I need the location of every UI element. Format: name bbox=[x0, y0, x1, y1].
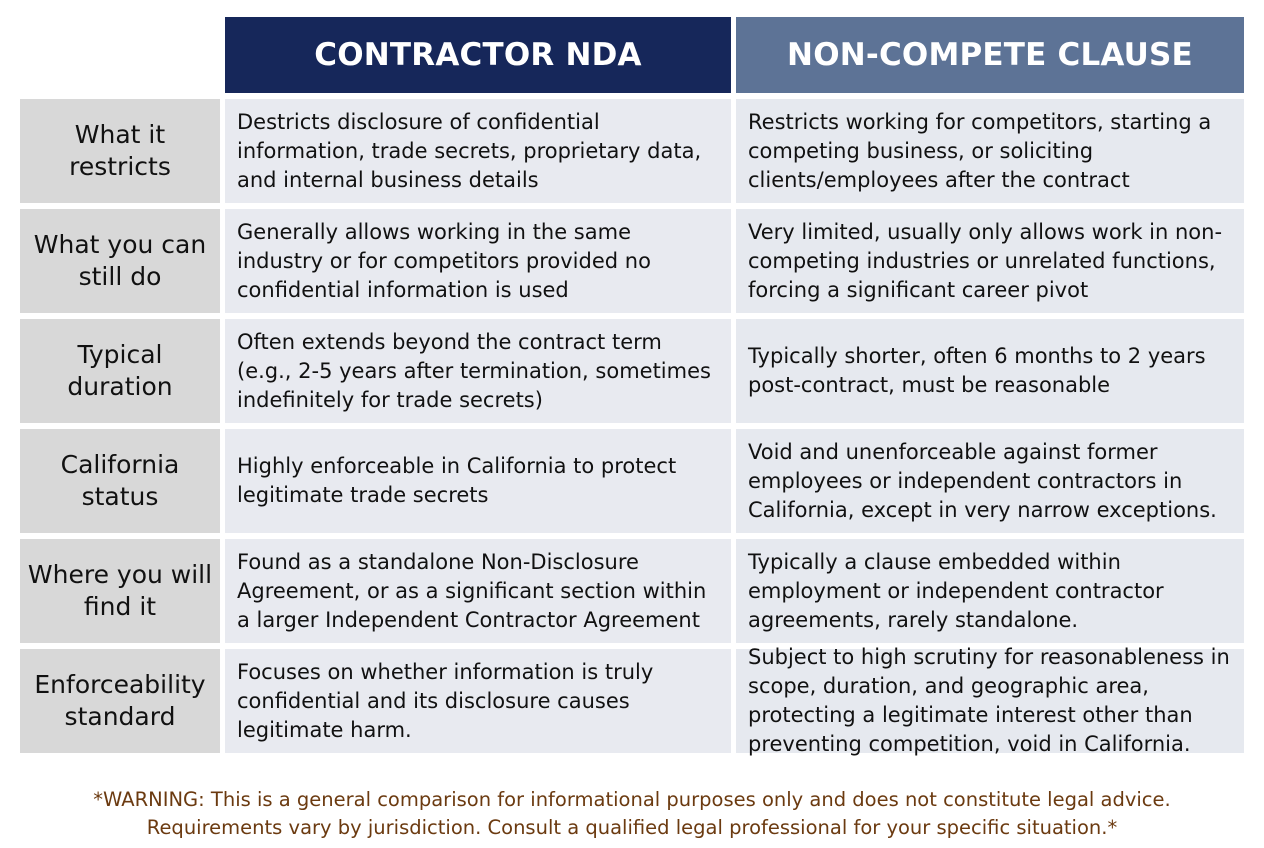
cell-nda-restricts: Destricts disclosure of confidential information, trade secrets, proprietary data, and internal business details bbox=[225, 99, 731, 203]
cell-noncompete-where-found: Typically a clause embedded within employment or independent contractor agreements, rarely standalone. bbox=[736, 539, 1244, 643]
legal-warning bbox=[0, 786, 1264, 842]
comparison-table bbox=[20, 17, 1244, 756]
row-label-can-still-do: What you can still do bbox=[20, 209, 220, 313]
cell-noncompete-can-still-do: Very limited, usually only allows work in non-competing industries or unrelated functions, forcing a significant career pivot bbox=[736, 209, 1244, 313]
row-label-california: California status bbox=[20, 429, 220, 533]
table-corner bbox=[20, 17, 220, 93]
header-non-compete: NON-COMPETE CLAUSE bbox=[736, 17, 1244, 93]
row-label-duration: Typical duration bbox=[20, 319, 220, 423]
cell-nda-enforceability: Focuses on whether information is truly confidential and its disclosure causes legitimate harm. bbox=[225, 649, 731, 753]
header-contractor-nda: CONTRACTOR NDA bbox=[225, 17, 731, 93]
warning-line-2: Requirements vary by jurisdiction. Consult a qualified legal professional for your specific situation.* bbox=[146, 816, 1118, 839]
cell-nda-california: Highly enforceable in California to protect legitimate trade secrets bbox=[225, 429, 731, 533]
warning-line-1: *WARNING: This is a general comparison for informational purposes only and does not constitute legal advice. bbox=[93, 788, 1171, 811]
cell-noncompete-enforceability: Subject to high scrutiny for reasonableness in scope, duration, and geographic area, protecting a legitimate interest other than preventing competition, void in California. bbox=[736, 649, 1244, 753]
row-label-where-found: Where you will find it bbox=[20, 539, 220, 643]
cell-noncompete-duration: Typically shorter, often 6 months to 2 years post-contract, must be reasonable bbox=[736, 319, 1244, 423]
row-label-restricts: What it restricts bbox=[20, 99, 220, 203]
cell-nda-can-still-do: Generally allows working in the same industry or for competitors provided no confidential information is used bbox=[225, 209, 731, 313]
cell-noncompete-restricts: Restricts working for competitors, starting a competing business, or soliciting clients/employees after the contract bbox=[736, 99, 1244, 203]
cell-nda-duration: Often extends beyond the contract term (e.g., 2-5 years after termination, sometimes indefinitely for trade secrets) bbox=[225, 319, 731, 423]
cell-noncompete-california: Void and unenforceable against former employees or independent contractors in California, except in very narrow exceptions. bbox=[736, 429, 1244, 533]
cell-nda-where-found: Found as a standalone Non-Disclosure Agreement, or as a significant section within a larger Independent Contractor Agreement bbox=[225, 539, 731, 643]
row-label-enforceability: Enforceability standard bbox=[20, 649, 220, 753]
